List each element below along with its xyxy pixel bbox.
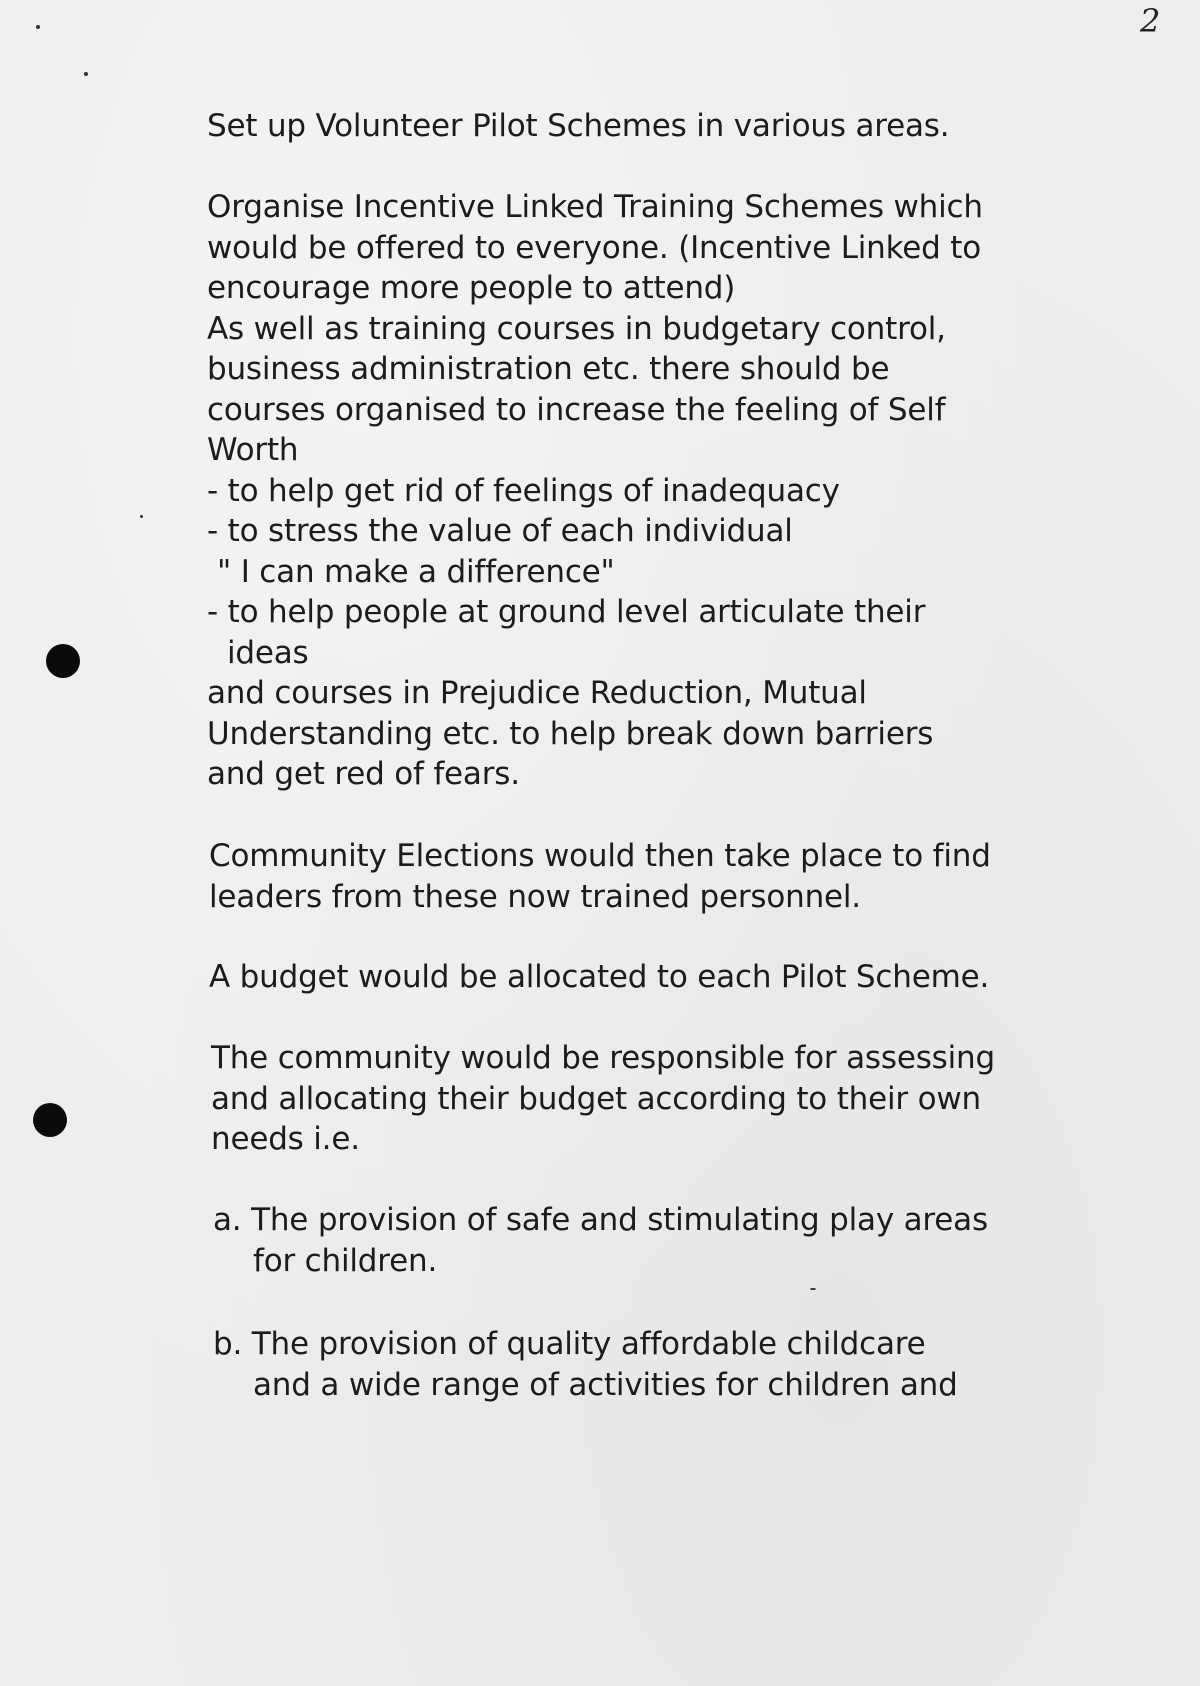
text-line: and allocating their budget according to their own bbox=[211, 1080, 981, 1117]
bullet-continuation: ideas bbox=[227, 634, 309, 671]
text-line: Community Elections would then take place to find bbox=[209, 838, 991, 874]
text-line: Worth bbox=[207, 432, 299, 468]
text-line: As well as training courses in budgetary control, bbox=[207, 310, 946, 347]
paragraph-elections bbox=[209, 836, 991, 917]
text-line: Set up Volunteer Pilot Schemes in various areas. bbox=[207, 108, 950, 144]
text-line: a. The provision of safe and stimulating play areas bbox=[213, 1202, 988, 1238]
text-line: The community would be responsible for assessing bbox=[211, 1040, 995, 1076]
text-line: b. The provision of quality affordable childcare bbox=[213, 1326, 926, 1362]
bullet-line: - to stress the value of each individual bbox=[207, 513, 793, 549]
scan-speck bbox=[140, 515, 143, 518]
paragraph-training bbox=[207, 187, 983, 795]
text-line: encourage more people to attend) bbox=[207, 270, 736, 306]
paragraph-budget bbox=[209, 957, 989, 998]
text-line: would be offered to everyone. (Incentive Linked to bbox=[207, 229, 981, 266]
text-line: and get red of fears. bbox=[207, 756, 520, 792]
text-line: for children. bbox=[253, 1242, 438, 1279]
text-line: Organise Incentive Linked Training Schemes which bbox=[207, 189, 983, 225]
list-item-b bbox=[213, 1324, 958, 1405]
punch-hole-top bbox=[46, 644, 80, 678]
scan-speck bbox=[36, 25, 40, 29]
bullet-line: - to help people at ground level articulate their bbox=[207, 594, 926, 630]
text-line: needs i.e. bbox=[211, 1121, 360, 1157]
text-line: and a wide range of activities for children and bbox=[253, 1366, 958, 1403]
paragraph-pilot-schemes bbox=[207, 106, 949, 147]
scan-speck bbox=[84, 72, 88, 76]
paragraph-community bbox=[211, 1038, 995, 1160]
text-line: leaders from these now trained personnel. bbox=[209, 878, 861, 915]
text-line: business administration etc. there should be bbox=[207, 351, 890, 387]
text-line: and courses in Prejudice Reduction, Mutual bbox=[207, 675, 867, 711]
punch-hole-bottom bbox=[33, 1103, 67, 1137]
text-line: courses organised to increase the feeling of Self bbox=[207, 391, 946, 428]
page-number: 2 bbox=[1140, 2, 1161, 40]
scan-speck bbox=[810, 1288, 816, 1290]
text-line: A budget would be allocated to each Pilot Scheme. bbox=[209, 959, 990, 995]
quote-line: " I can make a difference" bbox=[217, 553, 615, 590]
list-item-a bbox=[213, 1200, 988, 1281]
bullet-line: - to help get rid of feelings of inadequacy bbox=[207, 472, 840, 509]
text-line: Understanding etc. to help break down barriers bbox=[207, 715, 934, 752]
